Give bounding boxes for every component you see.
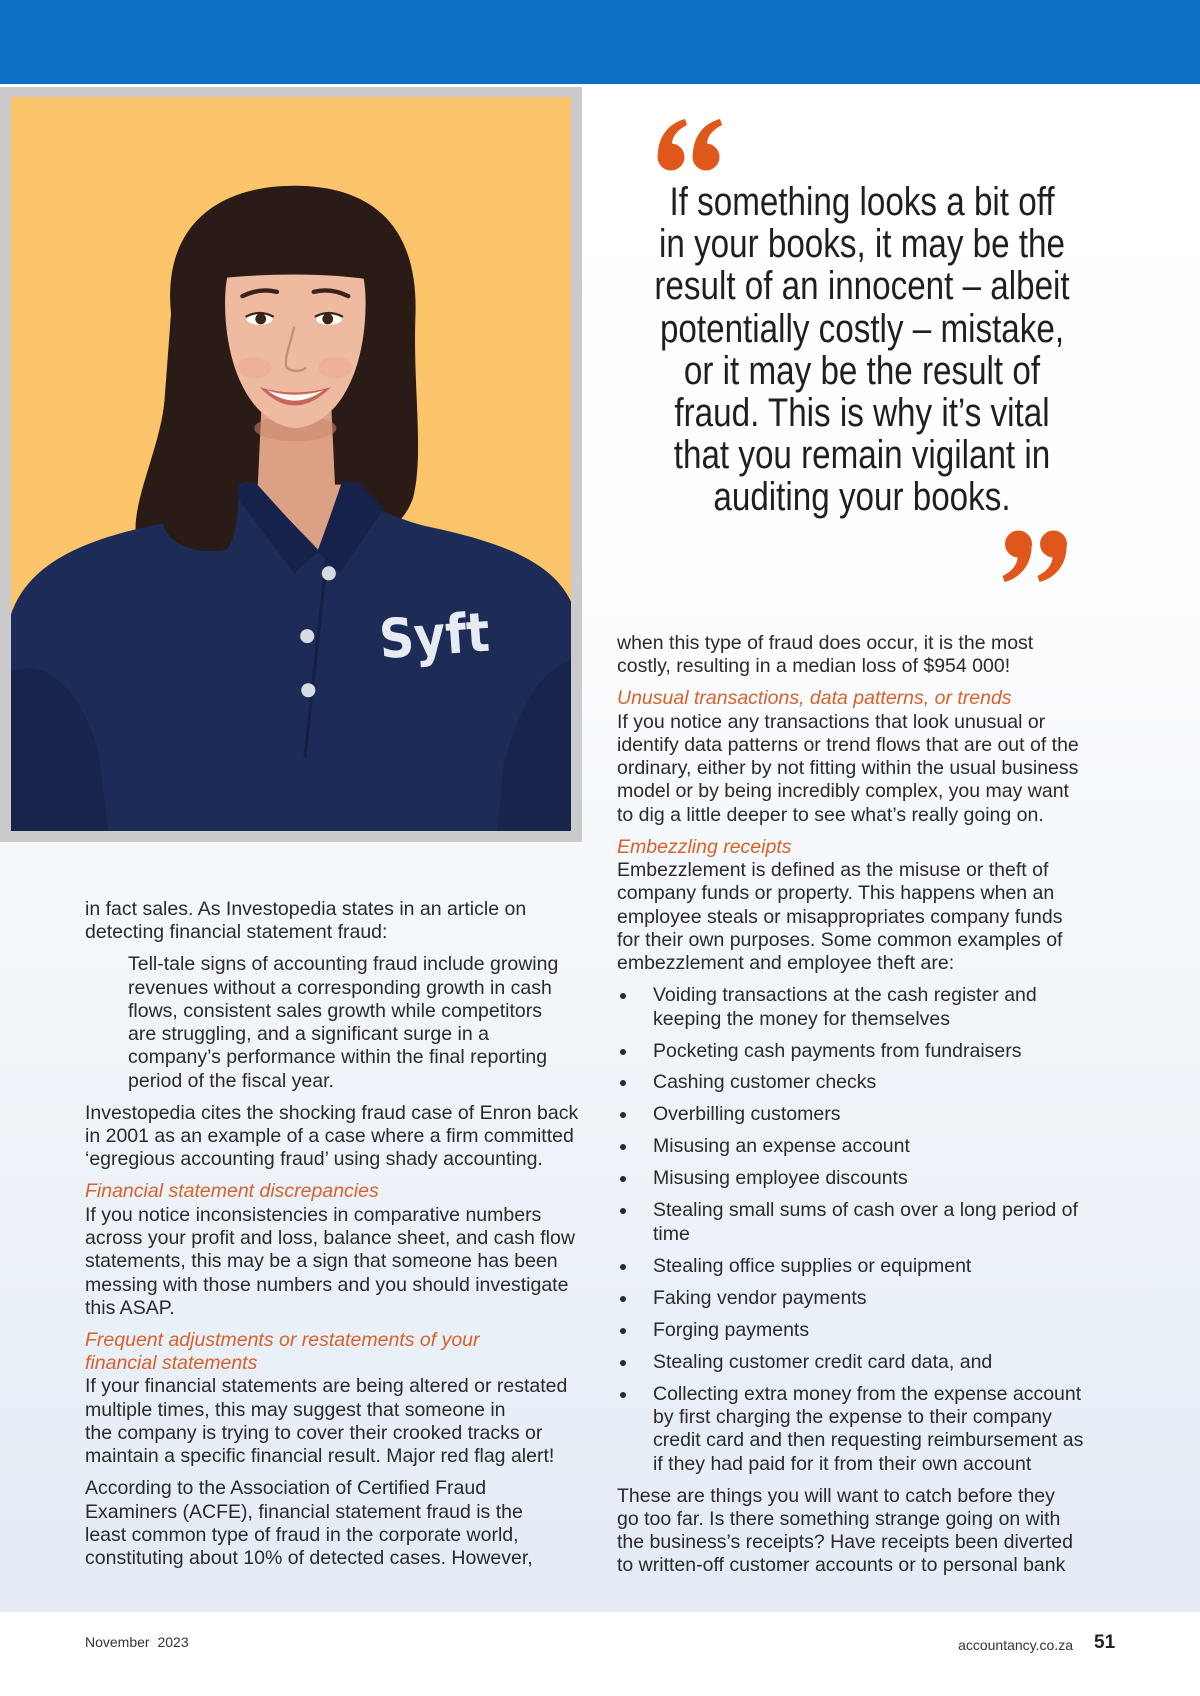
- shirt-button: [322, 566, 336, 580]
- right-column: [617, 632, 1083, 1578]
- list-item-text: Misusing employee discounts: [653, 1167, 908, 1190]
- list-item: [617, 1167, 1083, 1190]
- pull-quote-line: result of an innocent – albeit: [654, 264, 1070, 309]
- open-quote-icon: [657, 119, 723, 171]
- bullet-dot: [620, 1360, 626, 1366]
- list-item: [617, 1287, 1083, 1310]
- close-quote-icon: [1001, 530, 1068, 582]
- bullet-dot: [620, 1208, 626, 1214]
- list-item: [617, 1319, 1083, 1342]
- bullet-dot: [620, 993, 626, 999]
- closing-paragraph: These are things you will want to catch before they go too far. Is there something strange going on with the business’s receipts? Have receipts been diverted to written-off customer accounts or to personal bank: [617, 1484, 1073, 1577]
- list-item: [617, 984, 1083, 1031]
- cheek-right: [318, 357, 353, 379]
- website-link: accountancy.co.za: [958, 1637, 1073, 1653]
- section-heading: Embezzling receipts: [617, 835, 792, 858]
- bullet-dot: [620, 1112, 626, 1118]
- pull-quote: [630, 181, 1095, 519]
- section-body: If your financial statements are being altered or restated multiple times, this may suggest that someone in the company is trying to cover their crooked tracks or maintain a specific financial result. Major red flag alert!: [85, 1375, 568, 1468]
- photo-frame: [0, 87, 582, 842]
- intro-paragraph: in fact sales. As Investopedia states in an article on detecting financial statement fraud:: [85, 898, 527, 944]
- left-column: [85, 898, 578, 1570]
- issue-date: November 2023: [85, 1634, 189, 1650]
- shirt-logo: Syft: [377, 599, 505, 672]
- section-heading: Financial statement discrepancies: [85, 1180, 379, 1203]
- list-item: [617, 1071, 1083, 1094]
- list-item-text: Collecting extra money from the expense account by first charging the expense to their company credit card and then requesting reimbursement as if they had paid for it from their own account: [653, 1382, 1084, 1475]
- list-item-text: Pocketing cash payments from fundraisers: [653, 1039, 1022, 1062]
- bullet-dot: [620, 1328, 626, 1334]
- list-item: [617, 1255, 1083, 1278]
- list-item-text: Stealing office supplies or equipment: [653, 1254, 972, 1277]
- bullet-dot: [620, 1049, 626, 1055]
- list-item-text: Forging payments: [653, 1318, 810, 1341]
- pull-quote-line: or it may be the result of: [683, 348, 1041, 393]
- list-item: [617, 1383, 1083, 1476]
- list-item-text: Voiding transactions at the cash register and keeping the money for themselves: [653, 984, 1037, 1030]
- cheek-left: [237, 357, 272, 379]
- pull-quote-line: that you remain vigilant in: [673, 433, 1051, 478]
- section-heading: Frequent adjustments or restatements of your financial statements: [85, 1328, 480, 1375]
- list-item: [617, 1351, 1083, 1374]
- block-quote: Tell-tale signs of accounting fraud include growing revenues without a corresponding growth in cash flows, consistent sales growth while competitors are struggling, and a significant surge in a company’s performance within the final reporting period of the fiscal year.: [128, 953, 559, 1092]
- bullet-dot: [620, 1296, 626, 1302]
- list-item: [617, 1040, 1083, 1063]
- section-body: If you notice any transactions that look unusual or identify data patterns or trend flows that are out of the ordinary, either by not fitting within the usual business model or by being incredibly complex, you may want to dig a little deeper to see what’s really going on.: [617, 710, 1079, 826]
- pull-quote-line: auditing your books.: [713, 475, 1011, 520]
- embezzlement-examples-list: [617, 984, 1083, 1476]
- page-number: 51: [1094, 1632, 1116, 1653]
- list-item-text: Stealing small sums of cash over a long period of time: [653, 1199, 1078, 1245]
- list-item-text: Faking vendor payments: [653, 1286, 867, 1309]
- bullet-dot: [620, 1392, 626, 1398]
- pull-quote-line: fraud. This is why it’s vital: [674, 391, 1050, 436]
- intro-paragraph: when this type of fraud does occur, it is the most costly, resulting in a median loss of $954 000!: [617, 632, 1034, 678]
- page-footer: [0, 1612, 1200, 1696]
- list-item: [617, 1135, 1083, 1158]
- header-bar: [0, 0, 1200, 84]
- eye-left-iris: [255, 314, 266, 325]
- list-item-text: Overbilling customers: [653, 1103, 841, 1126]
- enron-paragraph: Investopedia cites the shocking fraud case of Enron back in 2001 as an example of a case where a firm committed ‘egregious accounting fraud’ using shady accounting.: [85, 1101, 579, 1171]
- list-item-text: Cashing customer checks: [653, 1071, 877, 1094]
- section-body: If you notice inconsistencies in comparative numbers across your profit and loss, balance sheet, and cash flow statements, this may be a sign that someone has been messing with those numbers and you should investigate this ASAP.: [85, 1203, 575, 1319]
- pull-quote-line: in your books, it may be the: [659, 222, 1065, 267]
- shirt-button: [300, 629, 314, 643]
- bullet-dot: [620, 1144, 626, 1150]
- closing-paragraph: According to the Association of Certified Fraud Examiners (ACFE), financial statement fraud is the least common type of fraud in the corporate world, constituting about 10% of detected cases. However,: [85, 1477, 533, 1570]
- list-item: [617, 1199, 1083, 1246]
- bullet-dot: [620, 1080, 626, 1086]
- section-body: Embezzlement is defined as the misuse or theft of company funds or property. This happens when an employee steals or misappropriates company funds for their own purposes. Some common examples of embezzlement and employee theft are:: [617, 859, 1063, 975]
- eye-right-iris: [322, 314, 333, 325]
- portrait-photo: [11, 97, 571, 831]
- pull-quote-line: potentially costly – mistake,: [659, 306, 1065, 351]
- list-item-text: Misusing an expense account: [653, 1135, 910, 1158]
- pull-quote-line: If something looks a bit off: [669, 180, 1055, 224]
- list-item-text: Stealing customer credit card data, and: [653, 1350, 993, 1373]
- list-item: [617, 1103, 1083, 1126]
- shirt-button: [301, 683, 315, 697]
- bullet-dot: [620, 1176, 626, 1182]
- bullet-dot: [620, 1264, 626, 1270]
- section-heading: Unusual transactions, data patterns, or trends: [617, 687, 1012, 710]
